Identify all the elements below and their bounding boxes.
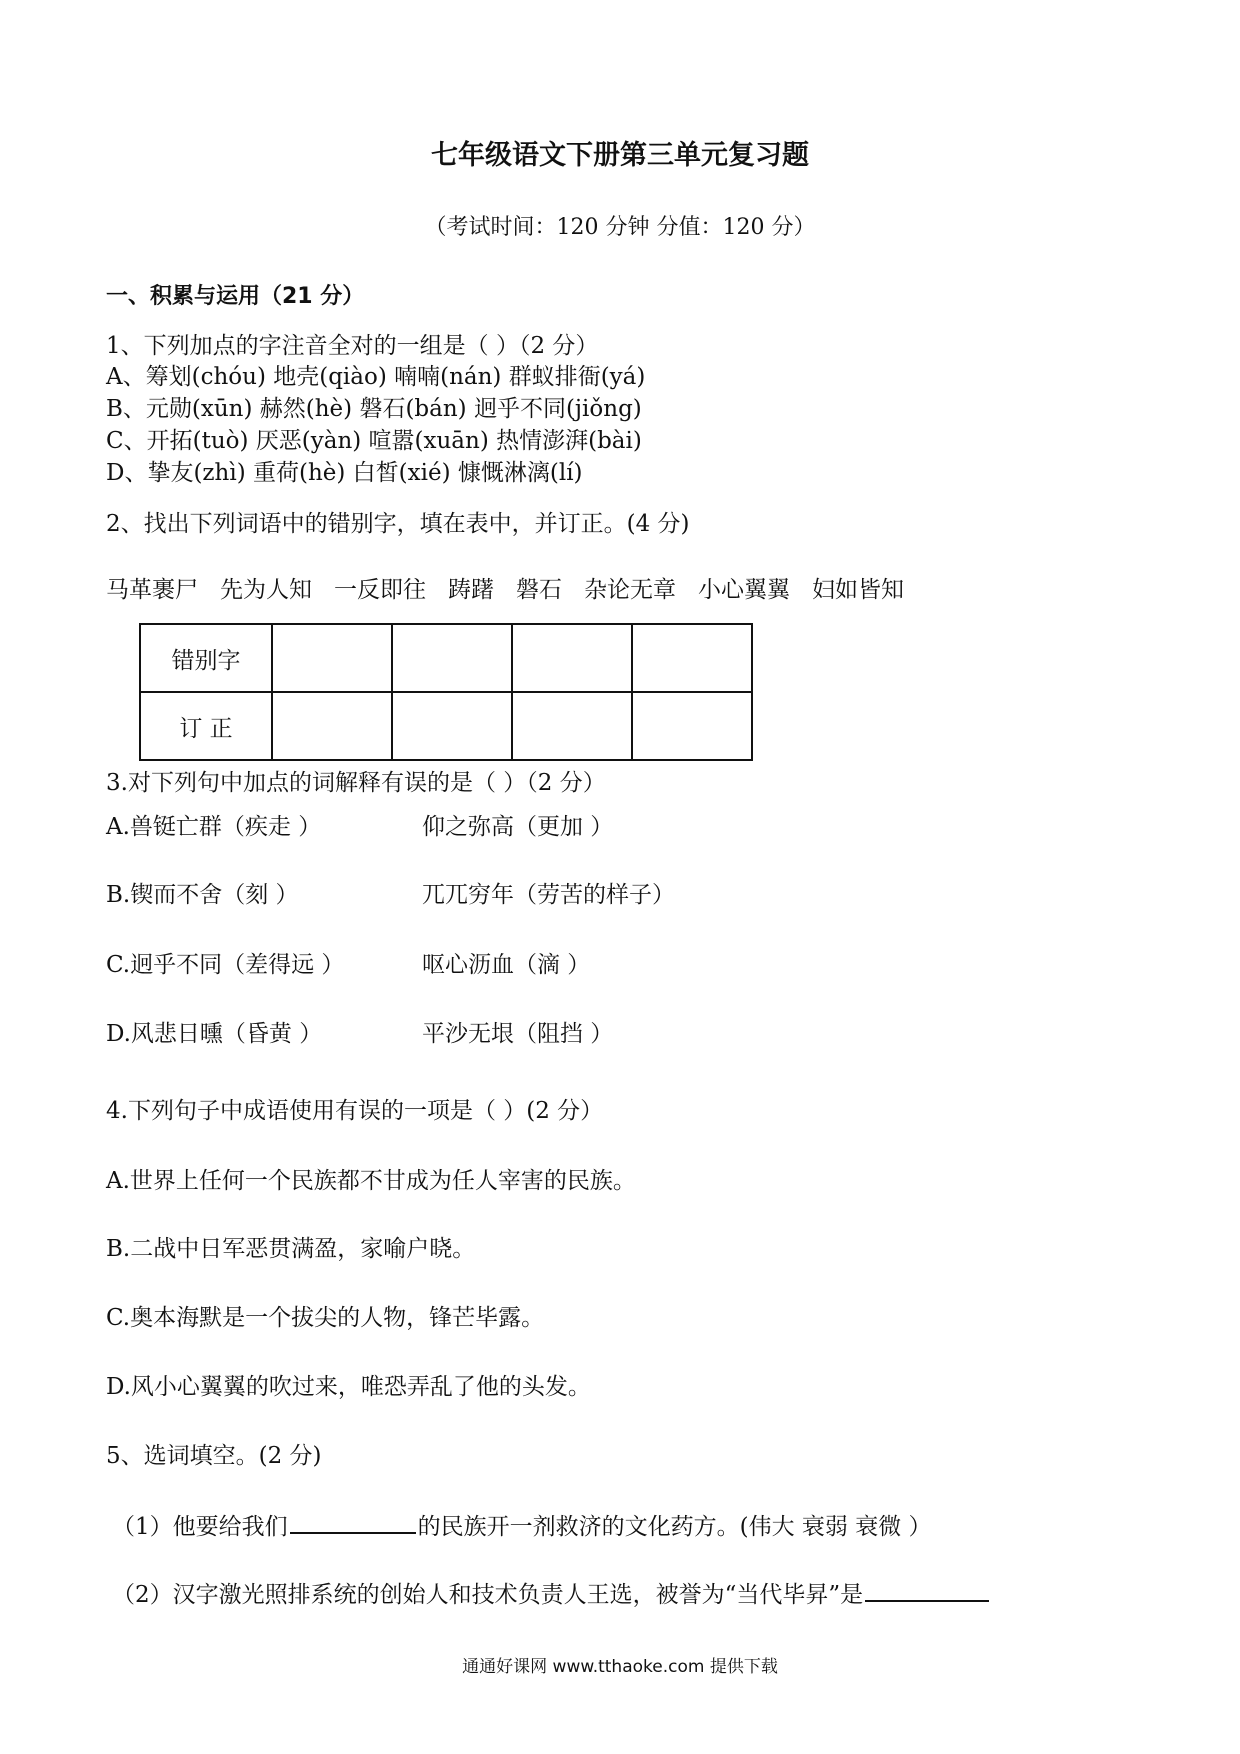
q3-option-b-left: B.锲而不舍（刻 ） (106, 882, 299, 908)
fill-blank-2[interactable] (865, 1578, 989, 1602)
q1-option-d: D、挚友(zhì) 重荷(hè) 白皙(xié) 慷慨淋漓(lí) (106, 460, 583, 486)
footer-source: 通通好课网 www.tthaoke.com 提供下载 (462, 1657, 778, 1677)
q2-word: 踌躇 (448, 577, 494, 603)
exam-info: （考试时间：120 分钟 分值：120 分） (424, 215, 816, 240)
q1-option-c: C、开拓(tuò) 厌恶(yàn) 喧嚣(xuān) 热情澎湃(bài) (106, 428, 642, 454)
q3-option-c-left: C.迥乎不同（差得远 ） (106, 952, 345, 978)
q5-item-2 (112, 1578, 989, 1610)
document-title: 七年级语文下册第三单元复习题 (431, 140, 809, 171)
q2-word: 先为人知 (220, 577, 312, 603)
q5-stem: 5、选词填空。(2 分) (106, 1443, 322, 1469)
q4-option-b: B.二战中日军恶贯满盈，家喻户晓。 (106, 1236, 476, 1262)
q5-item-1 (112, 1510, 932, 1542)
q2-stem: 2、找出下列词语中的错别字，填在表中，并订正。(4 分) (106, 511, 690, 537)
answer-cell[interactable] (392, 692, 512, 760)
answer-cell[interactable] (272, 692, 392, 760)
q3-option-d-left: D.风悲日曛（昏黄 ） (106, 1021, 323, 1047)
q3-option-c-right: 呕心沥血（滴 ） (422, 952, 591, 978)
q1-option-b: B、元勋(xūn) 赫然(hè) 磐石(bán) 迥乎不同(jiǒng) (106, 396, 642, 422)
table-row (140, 692, 752, 760)
answer-cell[interactable] (392, 624, 512, 692)
q2-word: 磐石 (516, 577, 562, 603)
q4-option-c: C.奥本海默是一个拔尖的人物，锋芒毕露。 (106, 1305, 545, 1331)
answer-cell[interactable] (512, 624, 632, 692)
fill-blank-1[interactable] (290, 1510, 416, 1534)
q2-word: 小心翼翼 (698, 577, 790, 603)
answer-cell[interactable] (632, 624, 752, 692)
answer-cell[interactable] (632, 692, 752, 760)
q5-item-2-text: （2）汉字激光照排系统的创始人和技术负责人王选，被誉为“当代毕昇”是 (112, 1582, 864, 1608)
q2-word-list (106, 575, 926, 605)
answer-cell[interactable] (512, 692, 632, 760)
q1-stem: 1、下列加点的字注音全对的一组是（ ）（2 分） (106, 333, 599, 359)
q3-option-b-right: 兀兀穷年（劳苦的样子） (422, 882, 675, 908)
section-heading: 一、积累与运用（21 分） (106, 284, 365, 309)
q3-stem: 3.对下列句中加点的词解释有误的是（ ）（2 分） (106, 770, 606, 796)
q3-option-d-right: 平沙无垠（阻挡 ） (422, 1021, 614, 1047)
table-row (140, 624, 752, 692)
row-header-correction: 订 正 (140, 692, 272, 760)
answer-table (139, 623, 753, 761)
answer-cell[interactable] (272, 624, 392, 692)
row-header-wrong-char: 错别字 (140, 624, 272, 692)
q2-word: 一反即往 (334, 577, 426, 603)
q1-option-a: A、筹划(chóu) 地壳(qiào) 喃喃(nán) 群蚁排衙(yá) (106, 364, 646, 390)
q3-option-a-right: 仰之弥高（更加 ） (422, 814, 614, 840)
q4-option-a: A.世界上任何一个民族都不甘成为任人宰害的民族。 (106, 1168, 636, 1194)
q3-option-a-left: A.兽铤亡群（疾走 ） (106, 814, 322, 840)
q5-item-1-before: （1）他要给我们 (112, 1514, 288, 1540)
q2-word: 妇如皆知 (812, 577, 904, 603)
q2-word: 杂论无章 (584, 577, 676, 603)
q4-stem: 4.下列句子中成语使用有误的一项是（ ）(2 分） (106, 1098, 604, 1124)
q2-word: 马革裹尸 (106, 577, 198, 603)
q4-option-d: D.风小心翼翼的吹过来，唯恐弄乱了他的头发。 (106, 1374, 591, 1400)
q5-item-1-after: 的民族开一剂救济的文化药方。(伟大 衰弱 衰微 ） (417, 1514, 932, 1540)
